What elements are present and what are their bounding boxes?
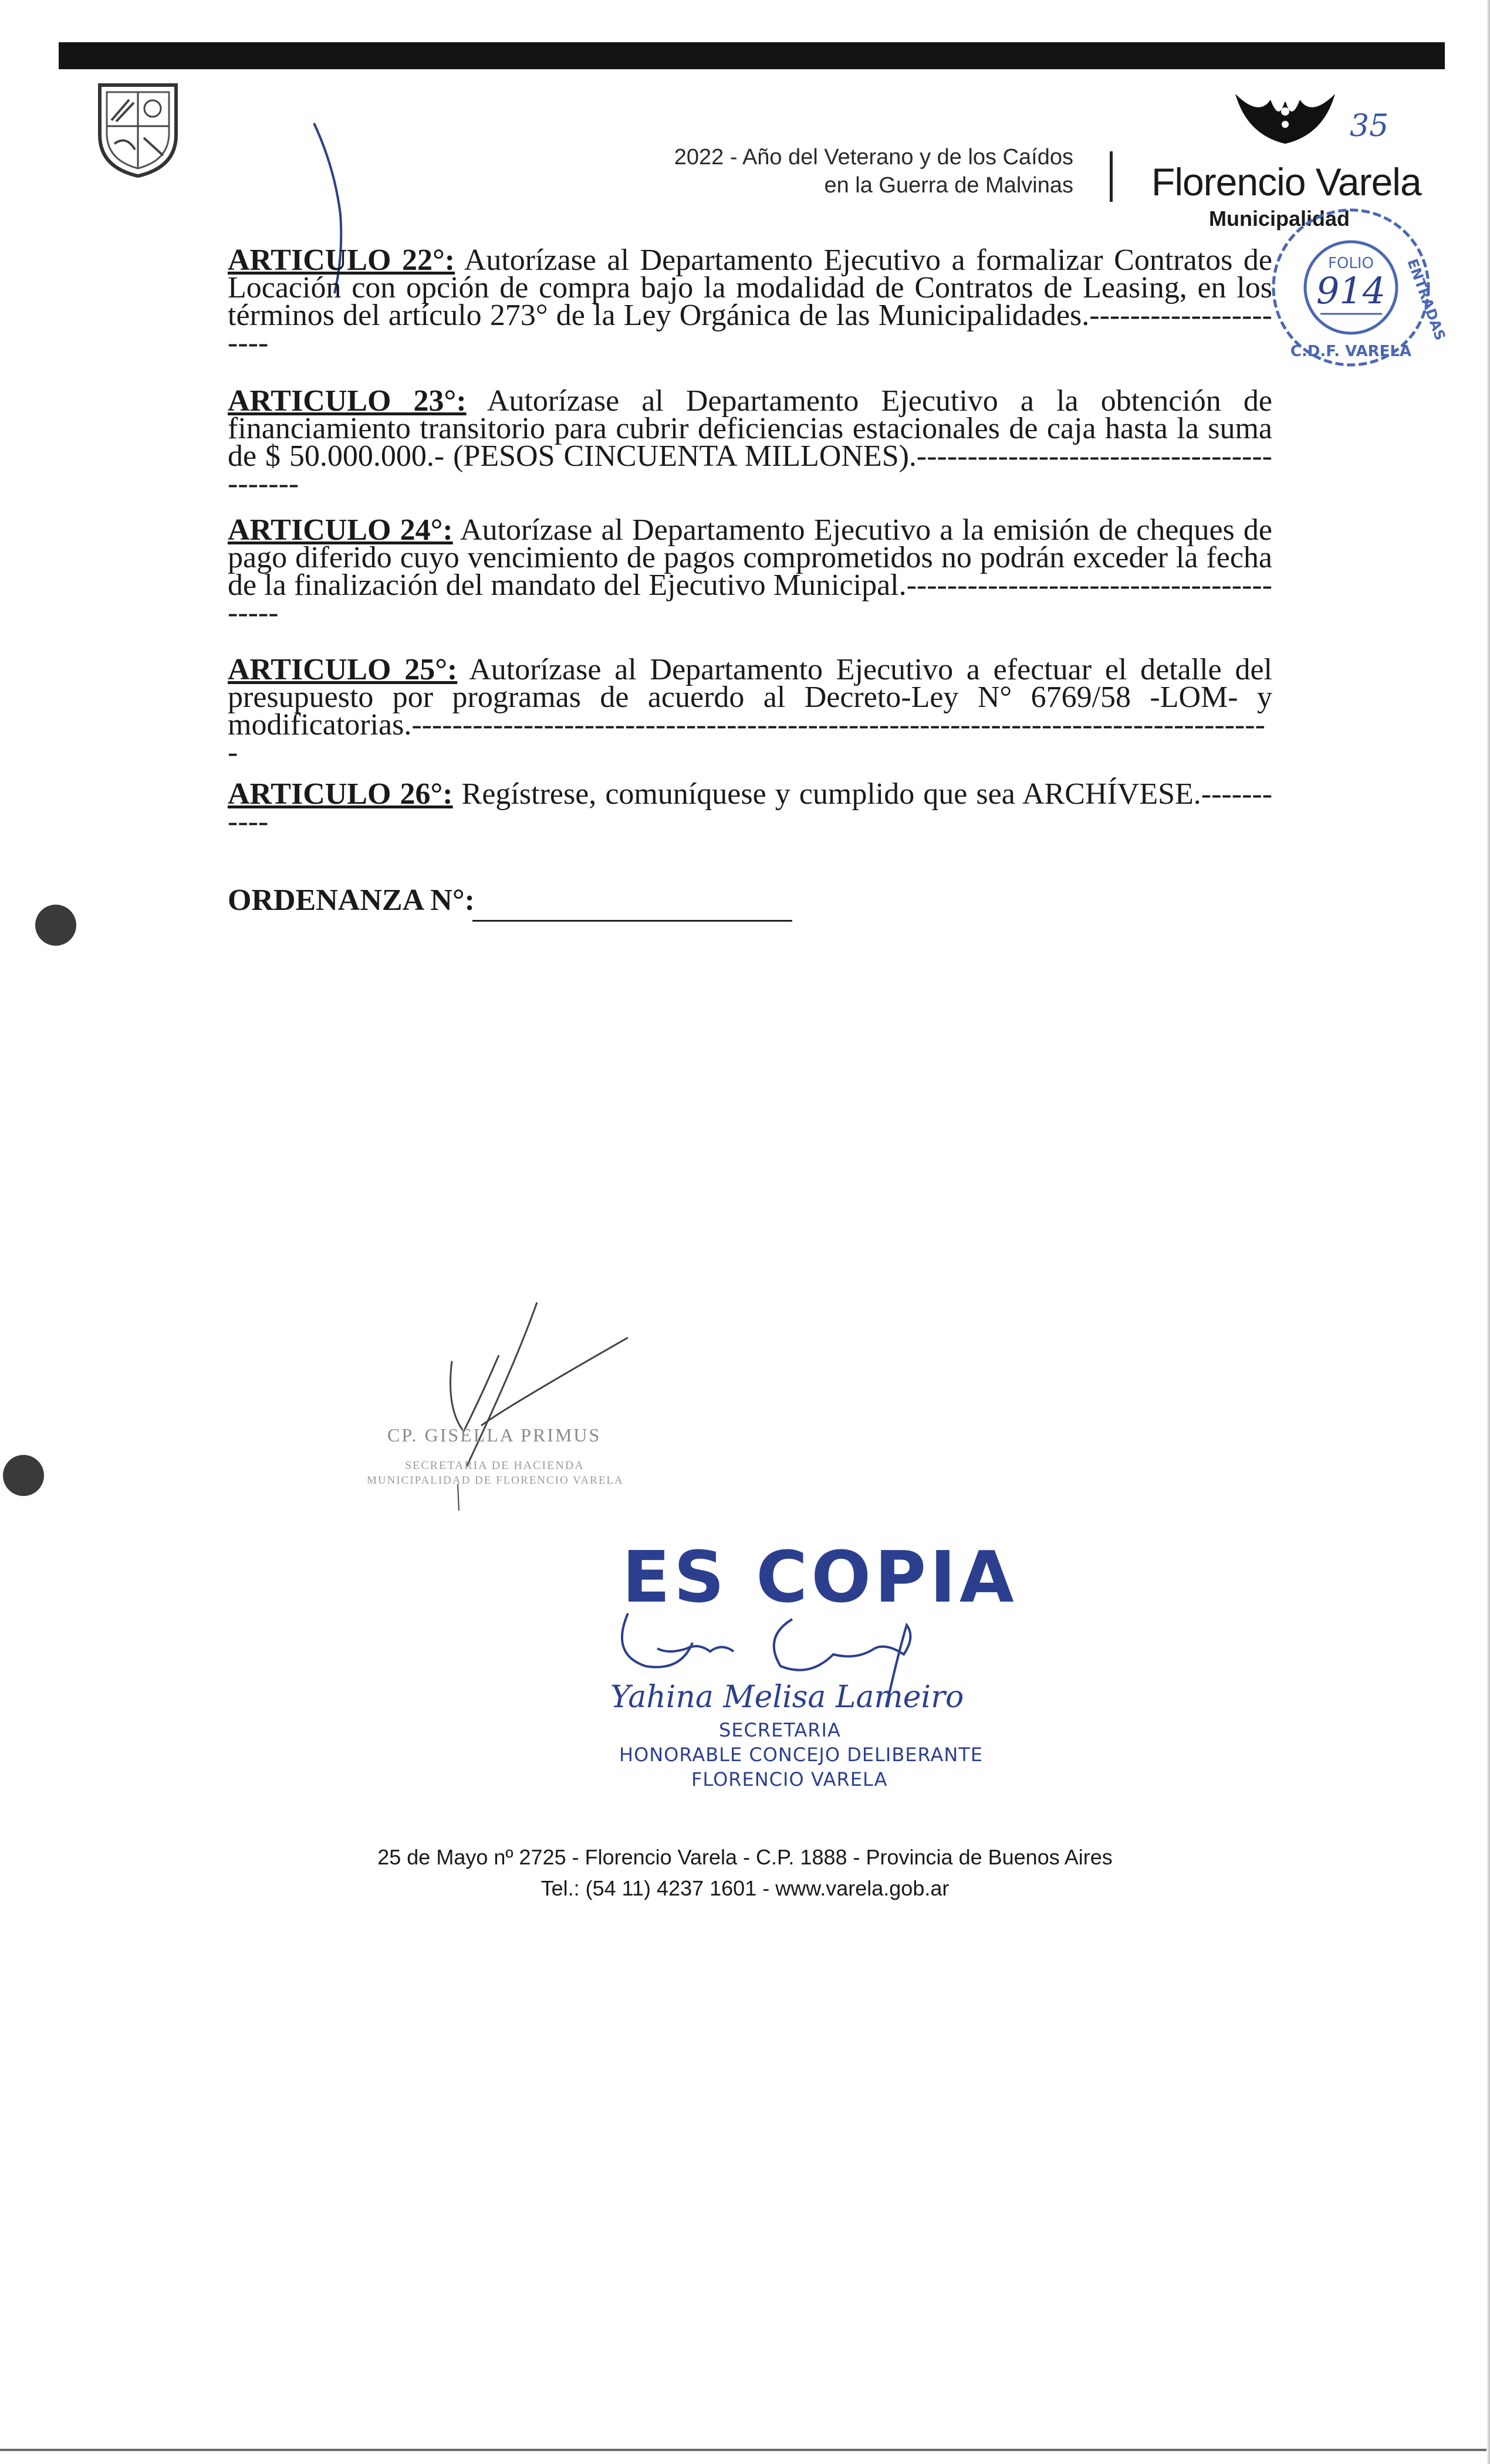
article-24-label: ARTICULO 24°:: [228, 513, 453, 547]
florencio-varela-logo-icon: [1224, 82, 1347, 153]
ordenanza-label: ORDENANZA N°:: [228, 884, 475, 917]
signatory-organization: MUNICIPALIDAD DE FLORENCIO VARELA: [367, 1474, 624, 1487]
article-23: [228, 384, 1272, 500]
year-motto-line-1: 2022 - Año del Veterano y de los Caídos: [674, 145, 1073, 170]
copy-stamp-signer: Yahina Melisa Lameiro: [610, 1680, 964, 1715]
scan-top-bar: [59, 42, 1445, 69]
scan-bottom-rule: [0, 2449, 1490, 2451]
article-26-text: Regístrese, comuníquese y cumplido que sea ARCHÍVESE.-----------: [228, 777, 1273, 838]
article-25-label: ARTICULO 25°:: [228, 653, 458, 686]
article-26-label: ARTICULO 26°:: [228, 777, 453, 811]
article-23-text: Autorízase al Departamento Ejecutivo a la obtención de financiamiento transitorio para cubrir deficiencias estacionales de caja hasta la suma de $ 50.000.000.- (PESOS CINCUENTA MILLONES).------------------------------------------: [228, 384, 1272, 500]
folio-stamp: [1268, 202, 1449, 373]
article-23-label: ARTICULO 23°:: [228, 384, 467, 418]
copy-stamp-role: SECRETARIA: [719, 1719, 841, 1741]
punch-hole: [3, 1455, 44, 1496]
ordenanza-number-blank: [472, 920, 792, 922]
folio-stamp-label: FOLIO: [1327, 255, 1374, 272]
municipal-crest-icon: [94, 79, 182, 179]
year-motto-line-2: en la Guerra de Malvinas: [824, 173, 1073, 198]
folio-stamp-ring-text: ENTRADAS: [1404, 256, 1449, 343]
footer-contact: Tel.: (54 11) 4237 1601 - www.varela.gob.ar: [540, 1876, 950, 1900]
footer-address: 25 de Mayo nº 2725 - Florencio Varela - C.P. 1888 - Provincia de Buenos Aires: [377, 1845, 1113, 1869]
article-24-text: Autorízase al Departamento Ejecutivo a la emisión de cheques de pago diferido cuyo vencimiento de pagos comprometidos no podrán exceder la fecha de la finalización del mandato del Ejecutivo Municipal.-----------------------------------------: [228, 513, 1273, 629]
article-25: [228, 653, 1273, 769]
brand-name: Florencio Varela: [1151, 160, 1421, 204]
article-22-label: ARTICULO 22°:: [228, 243, 455, 277]
article-24: [228, 513, 1273, 629]
article-22-text: Autorízase al Departamento Ejecutivo a formalizar Contratos de Locación con opción de compra bajo la modalidad de Contratos de Leasing, en los términos del artículo 273° de la Ley Orgánica de las Municipalidades.----------------------: [228, 243, 1272, 360]
article-25-text: Autorízase al Departamento Ejecutivo a efectuar el detalle del presupuesto por programas de acuerdo al Decreto-Ley N° 6769/58 -LOM- y modificatorias.-------------------------------------------------------------------------------------: [228, 653, 1273, 769]
folio-stamp-number: 914: [1316, 269, 1386, 312]
brand-subtitle: Municipalidad: [1209, 207, 1350, 231]
copy-stamp-title: ES COPIA: [622, 1537, 1018, 1619]
punch-hole: [35, 905, 76, 946]
signatory-name: CP. GISELLA PRIMUS: [387, 1424, 602, 1446]
folio-stamp-bottom-text: C.D.F. VARELA: [1290, 343, 1412, 360]
signatory-role: SECRETARIA DE HACIENDA: [405, 1459, 584, 1472]
header-separator: [1110, 151, 1113, 202]
copy-stamp-organization: HONORABLE CONCEJO DELIBERANTE: [619, 1744, 984, 1766]
article-26: [228, 777, 1273, 838]
handwritten-folio-number: 35: [1350, 109, 1389, 144]
article-22: [228, 243, 1272, 360]
copy-stamp-city: FLORENCIO VARELA: [691, 1768, 888, 1791]
